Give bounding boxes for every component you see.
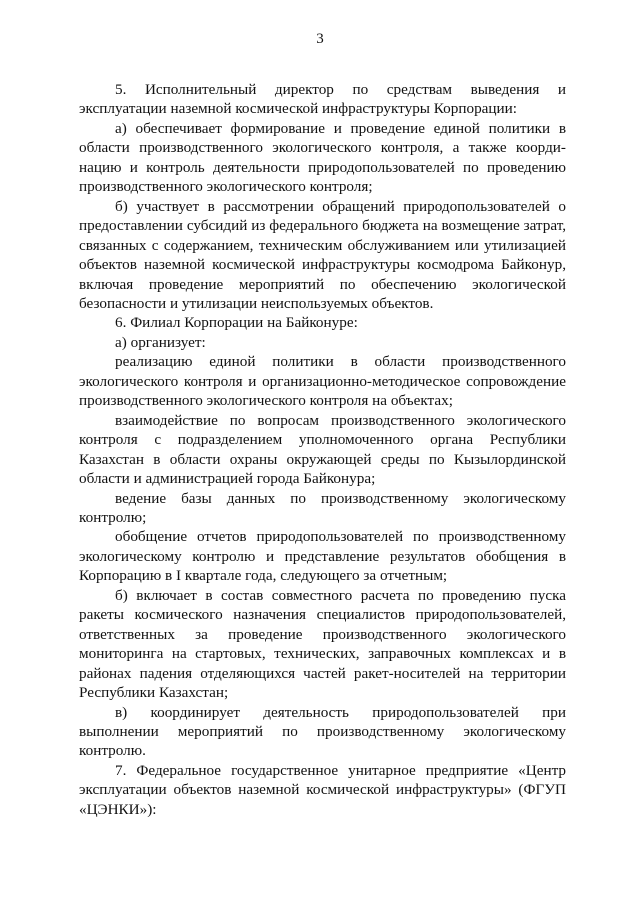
text-line: Корпорацию в I квартале года, следующего за отчетным; bbox=[79, 567, 448, 585]
text-line: выполнении мероприятий по производственному экологическому bbox=[79, 722, 566, 740]
text-line: производственного экологического контроля; bbox=[79, 178, 373, 196]
text-line: «ЦЭНКИ»): bbox=[79, 800, 157, 818]
document-body bbox=[79, 80, 566, 819]
paragraph bbox=[79, 411, 566, 489]
text-line: безопасности и утилизации неиспользуемых объектов. bbox=[79, 294, 434, 312]
text-line: мониторинга на стартовых, технических, заправочных комплексах и в bbox=[79, 645, 566, 663]
text-line: ответственных за проведение производственного экологического bbox=[79, 625, 566, 643]
text-line: связанных с содержанием, техническим обслуживанием или утилизацией bbox=[79, 236, 566, 254]
text-line: производственного экологического контроля на объектах; bbox=[79, 392, 453, 410]
text-line: области производственного экологического контроля, а также коорди- bbox=[79, 139, 566, 157]
text-line: районах падения отделяющихся частей ракет-носителей на территории bbox=[79, 664, 566, 682]
text-line: объектов наземной космической инфраструктуры космодрома Байконур, bbox=[79, 256, 566, 274]
text-line: области и администрацией города Байконура; bbox=[79, 470, 376, 488]
text-line: 5. Исполнительный директор по средствам выведения и bbox=[115, 81, 566, 98]
paragraph bbox=[79, 586, 566, 703]
paragraph bbox=[79, 489, 566, 528]
paragraph bbox=[79, 527, 566, 585]
text-line: эксплуатации объектов наземной космической инфраструктуры» (ФГУП bbox=[79, 781, 566, 799]
paragraph bbox=[79, 80, 566, 119]
text-line: б) включает в состав совместного расчета по проведению пуска bbox=[115, 586, 566, 604]
paragraph bbox=[79, 761, 566, 819]
text-line: контролю; bbox=[79, 508, 147, 526]
text-line: экологического контроля и организационно-методическое сопровождение bbox=[79, 372, 566, 390]
paragraph bbox=[79, 313, 566, 332]
text-line: контролю. bbox=[79, 742, 146, 760]
text-line: реализацию единой политики в области производственного bbox=[115, 353, 566, 371]
text-line: эксплуатации наземной космической инфраструктуры Корпорации: bbox=[79, 100, 518, 118]
text-line: ведение базы данных по производственному экологическому bbox=[115, 489, 566, 507]
text-line: предоставлении субсидий из федерального бюджета на возмещение затрат, bbox=[79, 217, 566, 235]
paragraph bbox=[79, 119, 566, 197]
text-line: ракеты космического назначения специалистов природопользователей, bbox=[79, 606, 566, 624]
page-number: 3 bbox=[316, 31, 324, 47]
text-line: а) организует: bbox=[115, 333, 206, 351]
text-line: б) участвует в рассмотрении обращений природопользователей о bbox=[115, 197, 566, 215]
text-line: Казахстан в области охраны окружающей среды по Кызылординской bbox=[79, 450, 566, 468]
text-line: контроля с подразделением уполномоченного органа Республики bbox=[79, 431, 566, 449]
paragraph bbox=[79, 352, 566, 410]
text-line: 6. Филиал Корпорации на Байконуре: bbox=[115, 314, 358, 332]
text-line: 7. Федеральное государственное унитарное предприятие «Центр bbox=[115, 761, 566, 779]
text-line: Республики Казахстан; bbox=[79, 684, 229, 702]
text-line: включая проведение мероприятий по обеспечению экологической bbox=[79, 275, 566, 293]
text-line: а) обеспечивает формирование и проведение единой политики в bbox=[115, 119, 566, 137]
text-line: обобщение отчетов природопользователей по производственному bbox=[115, 528, 566, 546]
paragraph bbox=[79, 197, 566, 314]
text-line: в) координирует деятельность природопользователей при bbox=[115, 703, 566, 721]
text-line: взаимодействие по вопросам производственного экологического bbox=[115, 411, 566, 429]
paragraph bbox=[79, 333, 566, 352]
paragraph bbox=[79, 703, 566, 761]
text-line: нацию и контроль деятельности природопользователей по проведению bbox=[79, 158, 566, 176]
text-line: экологическому контролю и представление результатов обобщения в bbox=[79, 547, 566, 565]
